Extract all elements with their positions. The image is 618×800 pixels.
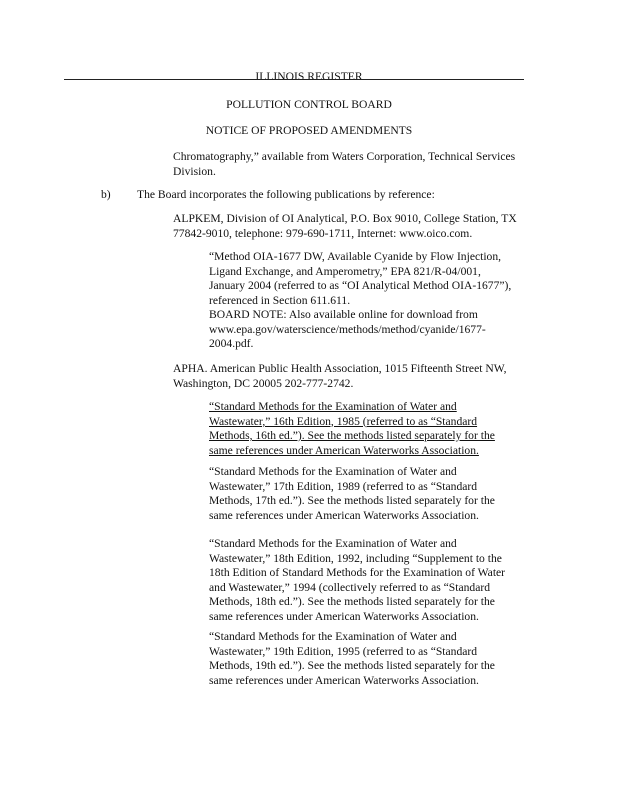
notice-title: NOTICE OF PROPOSED AMENDMENTS	[205, 124, 413, 137]
std-methods-16-paragraph: “Standard Methods for the Examination of Water and Wastewater,” 16th Edition, 1985 (referred to as “Standard Methods, 16th ed.”). See the methods listed separately for the same references under American Waterworks Association.	[209, 400, 495, 457]
std-methods-18-paragraph: “Standard Methods for the Examination of Water and Wastewater,” 18th Edition, 1992, including “Supplement to the 18th Edition of Standard Methods for the Examination of Water and Wastewater,” 1994 (collectively referred to as “Standard Methods, 18th ed.”). See the methods listed separately for the same references under American Waterworks Association.	[209, 537, 506, 623]
continuation-paragraph: Chromatography,” available from Waters Corporation, Technical Services Division.	[173, 150, 516, 178]
item-b-label: b)	[101, 188, 111, 201]
alpkem-method-paragraph: “Method OIA-1677 DW, Available Cyanide by Flow Injection, Ligand Exchange, and Amperometry,” EPA 821/R-04/001, January 2004 (referred to as “OI Analytical Method OIA-1677”), referenced in Section 611.611. BOARD NOTE: Also available online for download from www.epa.gov/waterscience/methods/method/cyanide/1677- 2004.pdf.	[209, 250, 512, 350]
board-title: POLLUTION CONTROL BOARD	[226, 98, 392, 111]
std-methods-17-paragraph: “Standard Methods for the Examination of Water and Wastewater,” 17th Edition, 1989 (referred to as “Standard Methods, 17th ed.”). See the methods listed separately for the same references under American Waterworks Association.	[209, 465, 495, 522]
alpkem-paragraph: ALPKEM, Division of OI Analytical, P.O. Box 9010, College Station, TX 77842-9010, telephone: 979-690-1711, Internet: www.oico.com.	[173, 212, 517, 240]
apha-paragraph: APHA. American Public Health Association, 1015 Fifteenth Street NW, Washington, DC 20005 202-777-2742.	[173, 362, 507, 390]
register-title: ILLINOIS REGISTER	[255, 70, 363, 83]
header-rule	[64, 79, 524, 80]
item-b-text: The Board incorporates the following publications by reference:	[137, 188, 435, 201]
std-methods-19-paragraph: “Standard Methods for the Examination of Water and Wastewater,” 19th Edition, 1995 (referred to as “Standard Methods, 19th ed.”). See the methods listed separately for the same references under American Waterworks Association.	[209, 630, 495, 687]
